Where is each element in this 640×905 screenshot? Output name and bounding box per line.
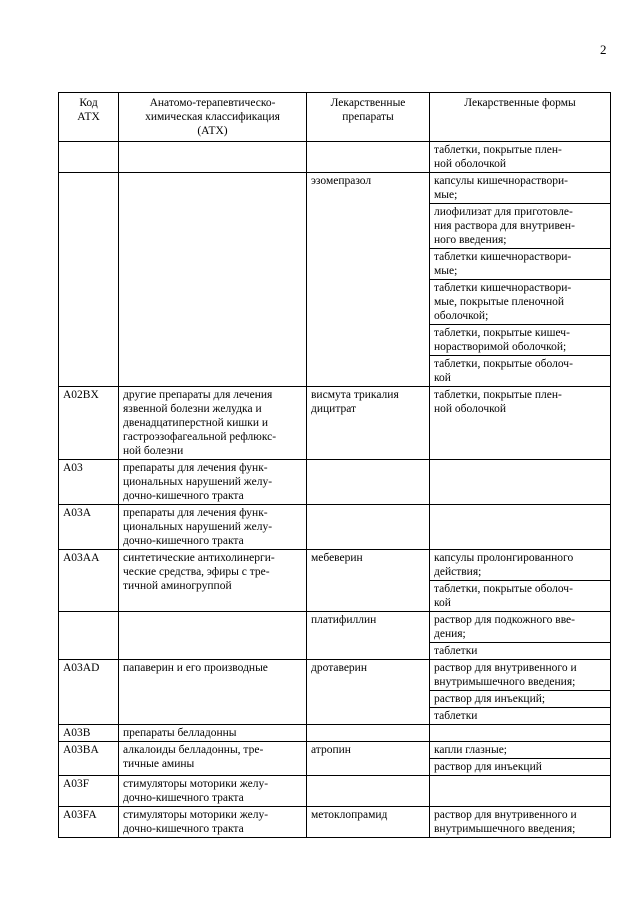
text-line: дицитрат (311, 403, 357, 415)
atc-code-cell (59, 807, 119, 838)
text-line: Лекарственные формы (464, 97, 576, 109)
drug-cell (307, 725, 430, 742)
table-row (59, 776, 611, 807)
dosage-forms-cell (430, 725, 611, 742)
text-line: дротаверин (311, 662, 367, 674)
drug-cell (307, 387, 430, 460)
text-line: Код (79, 97, 98, 109)
atc-name-cell (119, 660, 307, 725)
table-row (59, 142, 611, 173)
dosage-form-item (430, 279, 610, 324)
text-line: капли глазные; (434, 744, 507, 756)
text-line: дочно-кишечного тракта (123, 535, 244, 547)
dosage-form-item (430, 173, 610, 203)
text-line: A03AA (63, 552, 100, 564)
atc-code-cell (59, 142, 119, 173)
atc-code-cell (59, 776, 119, 807)
header-code (59, 93, 119, 142)
drug-cell (307, 612, 430, 660)
text-line: раствор для внутривенного и (434, 662, 577, 674)
atc-code-cell (59, 612, 119, 660)
text-line: гастроэзофагеальной рефлюкс- (123, 431, 277, 443)
page-number: 2 (600, 42, 607, 57)
text-line: A03A (63, 507, 92, 519)
atc-code-cell (59, 505, 119, 550)
text-line: капсулы пролонгированного (434, 552, 574, 564)
text-line: кой (434, 597, 451, 609)
text-line: ческие средства, эфиры с тре- (123, 566, 270, 578)
dosage-forms-cell (430, 742, 611, 776)
text-line: норастворимой оболочкой; (434, 341, 567, 353)
drug-cell (307, 505, 430, 550)
dosage-forms-cell (430, 807, 611, 838)
header-atc-classification (119, 93, 307, 142)
text-line: действия; (434, 566, 482, 578)
table-row (59, 660, 611, 725)
text-line: оболочкой; (434, 310, 489, 322)
header-dosage-forms (430, 93, 611, 142)
dosage-form-item (430, 690, 610, 707)
atc-name-cell (119, 387, 307, 460)
text-line: Лекарственные (330, 97, 406, 109)
text-line: препараты белладонны (123, 727, 237, 739)
atc-name-cell (119, 460, 307, 505)
drug-cell (307, 807, 430, 838)
text-line: препараты для лечения функ- (123, 462, 268, 474)
text-line: эзомепразол (311, 175, 372, 187)
text-line: висмута трикалия (311, 389, 399, 401)
drug-cell (307, 550, 430, 612)
text-line: дочно-кишечного тракта (123, 792, 244, 804)
dosage-form-item (430, 460, 610, 476)
table-row (59, 742, 611, 776)
dosage-form-item (430, 203, 610, 248)
drug-cell (307, 742, 430, 776)
dosage-form-item (430, 742, 610, 758)
text-line: A03BA (63, 744, 99, 756)
atc-name-cell (119, 725, 307, 742)
text-line: раствор для подкожного вве- (434, 614, 575, 626)
dosage-forms-cell (430, 460, 611, 505)
drug-cell (307, 660, 430, 725)
drug-cell (307, 173, 430, 387)
dosage-forms-cell (430, 387, 611, 460)
text-line: таблетки, покрытые плен- (434, 389, 562, 401)
dosage-form-item (430, 324, 610, 355)
dosage-form-item (430, 776, 610, 792)
atc-name-cell (119, 142, 307, 173)
dosage-forms-cell (430, 142, 611, 173)
text-line: A03 (63, 462, 83, 474)
table-row (59, 807, 611, 838)
table-row (59, 387, 611, 460)
text-line: дочно-кишечного тракта (123, 823, 244, 835)
text-line: алкалоиды белладонны, тре- (123, 744, 264, 756)
text-line: капсулы кишечнораствори- (434, 175, 568, 187)
atc-code-cell (59, 550, 119, 612)
drug-cell (307, 776, 430, 807)
text-line: A03F (63, 778, 90, 790)
text-line: атропин (311, 744, 351, 756)
drug-cell (307, 460, 430, 505)
text-line: ния раствора для внутривен- (434, 220, 575, 232)
atc-code-cell (59, 660, 119, 725)
text-line: двенадцатиперстной кишки и (123, 417, 269, 429)
text-line: таблетки кишечнораствори- (434, 282, 572, 294)
table-body (59, 142, 611, 838)
text-line: папаверин и его производные (123, 662, 268, 674)
text-line: таблетки (434, 710, 478, 722)
text-line: ной оболочкой (434, 158, 507, 170)
dosage-form-item (430, 387, 610, 417)
atc-name-cell (119, 742, 307, 776)
drug-cell (307, 142, 430, 173)
dosage-form-item (430, 580, 610, 611)
table-row (59, 612, 611, 660)
dosage-form-item (430, 707, 610, 724)
text-line: таблетки (434, 645, 478, 657)
dosage-form-item (430, 142, 610, 172)
atc-name-cell (119, 550, 307, 612)
text-line: таблетки, покрытые оболоч- (434, 358, 573, 370)
dosage-forms-cell (430, 550, 611, 612)
text-line: таблетки, покрытые оболоч- (434, 583, 573, 595)
text-line: ной оболочкой (434, 403, 507, 415)
header-drugs (307, 93, 430, 142)
text-line: дения; (434, 628, 466, 640)
dosage-form-item (430, 550, 610, 580)
dosage-forms-cell (430, 505, 611, 550)
atc-code-cell (59, 173, 119, 387)
text-line: мые, покрытые пленочной (434, 296, 565, 308)
text-line: таблетки, покрытые плен- (434, 144, 562, 156)
medication-table (58, 92, 611, 838)
table-row (59, 550, 611, 612)
text-line: A03B (63, 727, 91, 739)
text-line: циональных нарушений желу- (123, 521, 273, 533)
atc-name-cell (119, 776, 307, 807)
text-line: препараты (342, 111, 394, 123)
dosage-forms-cell (430, 660, 611, 725)
text-line: мые; (434, 265, 458, 277)
atc-name-cell (119, 612, 307, 660)
text-line: A03AD (63, 662, 100, 674)
text-line: A02BX (63, 389, 99, 401)
dosage-forms-cell (430, 612, 611, 660)
text-line: циональных нарушений желу- (123, 476, 273, 488)
text-line: раствор для инъекций; (434, 693, 546, 705)
table-row (59, 460, 611, 505)
dosage-form-item (430, 505, 610, 521)
text-line: стимуляторы моторики желу- (123, 809, 269, 821)
text-line: тичные амины (123, 758, 195, 770)
text-line: дочно-кишечного тракта (123, 490, 244, 502)
text-line: Анатомо-терапевтическо- (149, 97, 276, 109)
atc-name-cell (119, 505, 307, 550)
atc-code-cell (59, 725, 119, 742)
text-line: ной болезни (123, 445, 184, 457)
table-header-row (59, 93, 611, 142)
dosage-form-item (430, 642, 610, 659)
text-line: химическая классификация (145, 111, 280, 123)
text-line: синтетические антихолинерги- (123, 552, 275, 564)
text-line: внутримышечного введения; (434, 823, 576, 835)
text-line: стимуляторы моторики желу- (123, 778, 269, 790)
text-line: мые; (434, 189, 458, 201)
text-line: тичной аминогруппой (123, 580, 232, 592)
text-line: лиофилизат для приготовле- (434, 206, 573, 218)
table-row (59, 173, 611, 387)
text-line: метоклопрамид (311, 809, 388, 821)
text-line: кой (434, 372, 451, 384)
dosage-form-item (430, 807, 610, 837)
atc-code-cell (59, 387, 119, 460)
dosage-form-item (430, 248, 610, 279)
atc-code-cell (59, 460, 119, 505)
text-line: таблетки кишечнораствори- (434, 251, 572, 263)
dosage-forms-cell (430, 776, 611, 807)
dosage-form-item (430, 725, 610, 741)
dosage-form-item (430, 758, 610, 775)
text-line: внутримышечного введения; (434, 676, 576, 688)
table-row (59, 725, 611, 742)
dosage-form-item (430, 612, 610, 642)
text-line: таблетки, покрытые кишеч- (434, 327, 570, 339)
text-line: АТХ (77, 111, 100, 123)
table-row (59, 505, 611, 550)
atc-code-cell (59, 742, 119, 776)
text-line: платифиллин (311, 614, 377, 626)
atc-name-cell (119, 807, 307, 838)
dosage-form-item (430, 355, 610, 386)
text-line: язвенной болезни желудка и (123, 403, 262, 415)
dosage-forms-cell (430, 173, 611, 387)
text-line: ного введения; (434, 234, 507, 246)
text-line: раствор для внутривенного и (434, 809, 577, 821)
dosage-form-item (430, 660, 610, 690)
text-line: раствор для инъекций (434, 761, 542, 773)
text-line: препараты для лечения функ- (123, 507, 268, 519)
text-line: другие препараты для лечения (123, 389, 273, 401)
text-line: мебеверин (311, 552, 363, 564)
atc-name-cell (119, 173, 307, 387)
text-line: A03FA (63, 809, 97, 821)
text-line: (АТХ) (197, 125, 228, 137)
